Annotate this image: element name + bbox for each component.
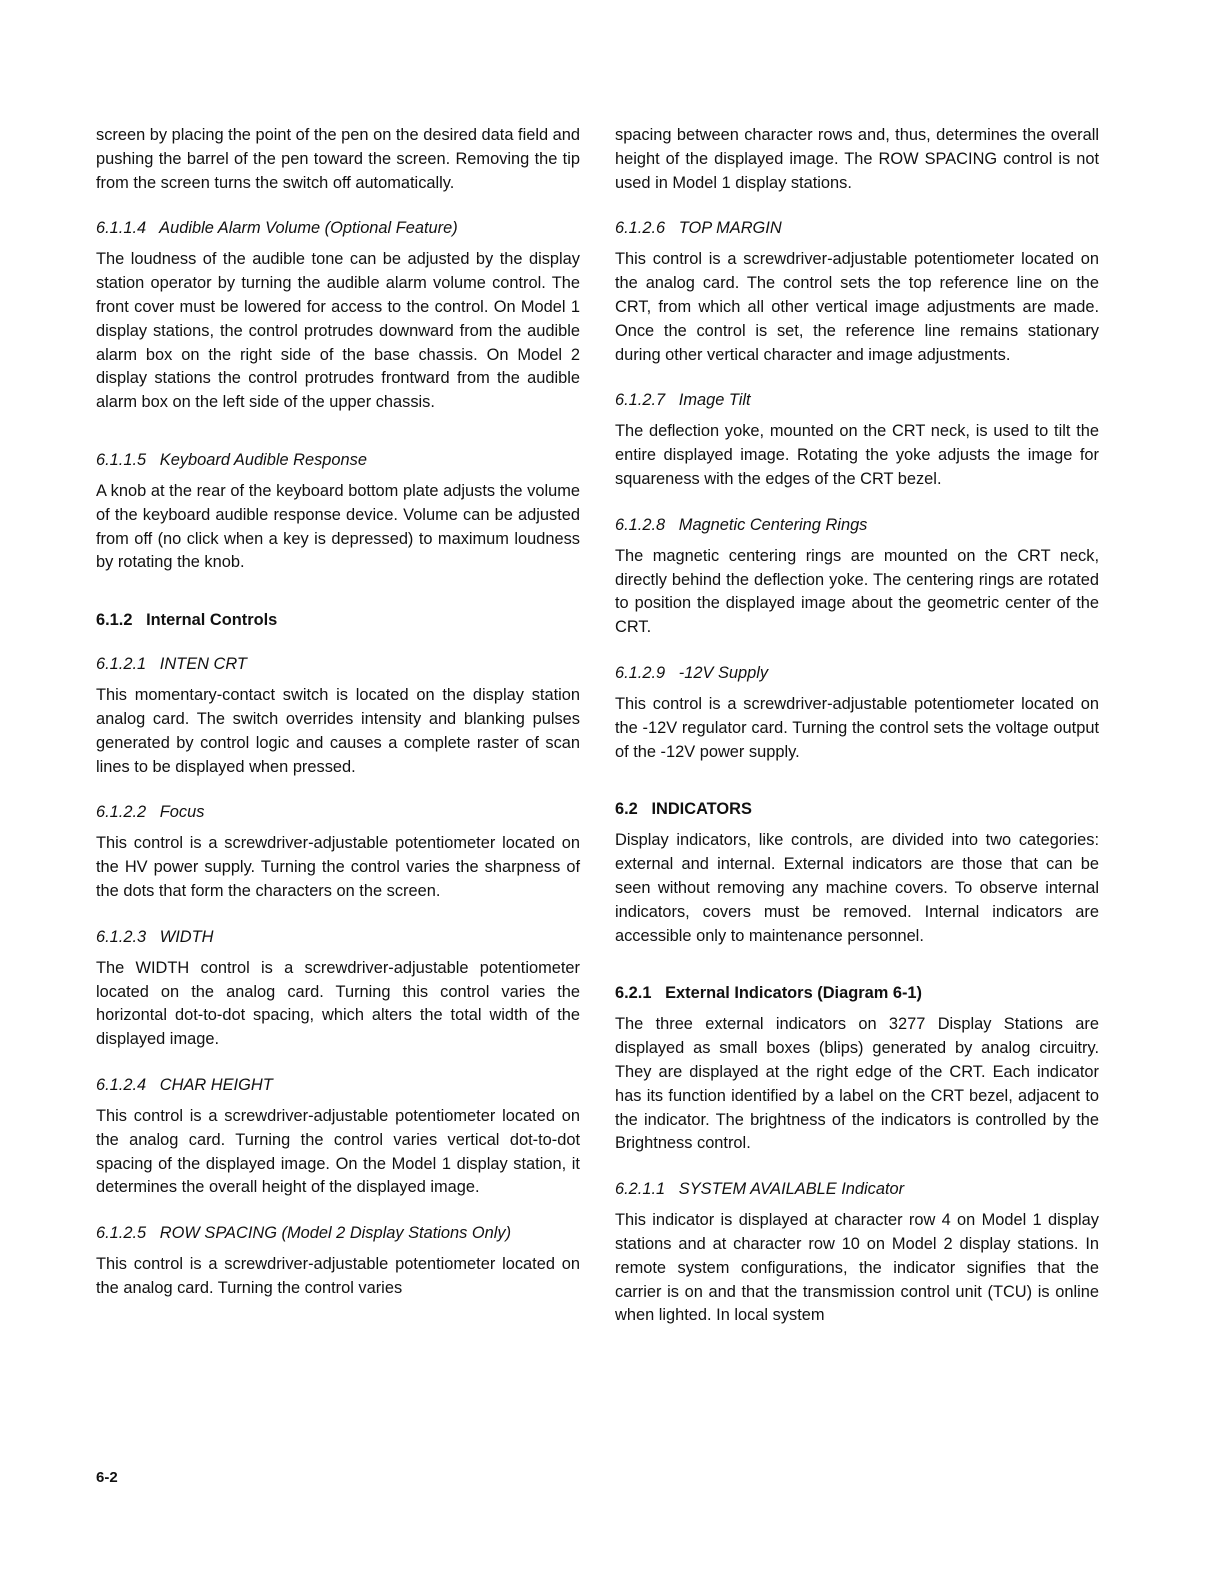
paragraph-6-1-2-2: This control is a screwdriver-adjustable potentiometer located on the HV power supply. Turning the control varies the sharpness of the dots that form the characters on the screen.: [96, 834, 580, 900]
paragraph-6-1-2-4: This control is a screwdriver-adjustable potentiometer located on the analog card. Turning the control varies vertical dot-to-dot spacing of the displayed image. On the Model 1 display station, it determines the overall height of the displayed image.: [96, 1106, 580, 1197]
heading-6-1-2-3: 6.1.2.3 WIDTH: [96, 927, 214, 946]
paragraph-6-1-2-6: This control is a screwdriver-adjustable potentiometer located on the analog card. The control sets the top reference line on the CRT, from which all other vertical image adjustments are made. Once the control is set, the reference line remains stationary during other vertical character and image adjustments.: [615, 250, 1099, 364]
paragraph-6-1-1-5: A knob at the rear of the keyboard bottom plate adjusts the volume of the keyboard audible response device. Volume can be adjusted from off (no click when a key is depressed) to maximum loudness by rotating the knob.: [96, 481, 580, 572]
paragraph-continuation: spacing between character rows and, thus, determines the overall height of the displayed image. The ROW SPACING control is not used in Model 1 display stations.: [615, 126, 1099, 192]
paragraph-6-1-2-3: The WIDTH control is a screwdriver-adjustable potentiometer located on the analog card. Turning this control varies the horizontal dot-to-dot spacing, which alters the total width of the displayed image.: [96, 958, 580, 1049]
heading-6-2: 6.2 INDICATORS: [615, 800, 752, 819]
paragraph-6-2: Display indicators, like controls, are divided into two categories: external and internal. External indicators are those that can be seen without removing any machine covers. To observe internal indicators, covers must be removed. Internal indicators are accessible only to maintenance personnel.: [615, 831, 1099, 945]
paragraph-6-1-2-9: This control is a screwdriver-adjustable potentiometer located on the -12V regulator card. Turning the control sets the voltage output of the -12V power supply.: [615, 694, 1099, 761]
heading-6-2-1: 6.2.1 External Indicators (Diagram 6-1): [615, 984, 922, 1003]
paragraph-6-1-2-1: This momentary-contact switch is located on the display station analog card. The switch overrides intensity and blanking pulses generated by control logic and causes a complete raster of scan lines to be displayed when pressed.: [96, 686, 580, 776]
right-column: [615, 124, 1099, 1328]
paragraph-6-1-2-5: This control is a screwdriver-adjustable potentiometer located on the analog card. Turning the control varies: [96, 1255, 580, 1297]
heading-6-1-2-8: 6.1.2.8 Magnetic Centering Rings: [615, 515, 868, 534]
paragraph-6-1-1-4: The loudness of the audible tone can be adjusted by the display station operator by turning the audible alarm volume control. The front cover must be lowered for access to the control. On Model 1 display stations, the control protrudes downward from the audible alarm box on the right side of the base chassis. On Model 2 display stations the control protrudes frontward from the audible alarm box on the left side of the upper chassis.: [96, 250, 580, 412]
left-column: [96, 124, 580, 1301]
heading-6-1-2-7: 6.1.2.7 Image Tilt: [615, 391, 751, 410]
heading-6-1-2: 6.1.2 Internal Controls: [96, 611, 278, 630]
paragraph-continuation: screen by placing the point of the pen on the desired data field and pushing the barrel of the pen toward the screen. Removing the tip from the screen turns the switch off automatically.: [96, 126, 580, 192]
paragraph-6-1-2-7: The deflection yoke, mounted on the CRT neck, is used to tilt the entire displayed image. Rotating the yoke adjusts the image for squareness with the edges of the CRT bezel.: [615, 422, 1099, 488]
heading-6-1-2-5: 6.1.2.5 ROW SPACING (Model 2 Display Stations Only): [96, 1224, 512, 1243]
heading-6-1-2-1: 6.1.2.1 INTEN CRT: [96, 655, 247, 674]
heading-6-1-2-6: 6.1.2.6 TOP MARGIN: [615, 219, 782, 238]
heading-6-2-1-1: 6.2.1.1 SYSTEM AVAILABLE Indicator: [615, 1180, 905, 1199]
paragraph-6-2-1-1: This indicator is displayed at character row 4 on Model 1 display stations and at character row 10 on Model 2 display stations. In remote system configurations, the indicator signifies that the carrier is on and that the transmission control unit (TCU) is online when lighted. In local system: [615, 1211, 1099, 1325]
paragraph-6-2-1: The three external indicators on 3277 Display Stations are displayed as small boxes (blips) generated by analog circuitry. They are displayed at the right edge of the CRT. Each indicator has its function identified by a label on the CRT bezel, adjacent to the indicator. The brightness of the indicators is controlled by the Brightness control.: [615, 1015, 1099, 1153]
heading-6-1-1-5: 6.1.1.5 Keyboard Audible Response: [96, 450, 367, 469]
heading-6-1-2-9: 6.1.2.9 -12V Supply: [615, 663, 769, 682]
paragraph-6-1-2-8: The magnetic centering rings are mounted on the CRT neck, directly behind the deflection yoke. The centering rings are rotated to position the displayed image about the geometric center of the CRT.: [615, 546, 1099, 637]
heading-6-1-2-4: 6.1.2.4 CHAR HEIGHT: [96, 1075, 273, 1094]
heading-6-1-2-2: 6.1.2.2 Focus: [96, 803, 205, 822]
heading-6-1-1-4: 6.1.1.4 Audible Alarm Volume (Optional Feature): [96, 219, 458, 238]
page-number: 6-2: [96, 1469, 118, 1486]
